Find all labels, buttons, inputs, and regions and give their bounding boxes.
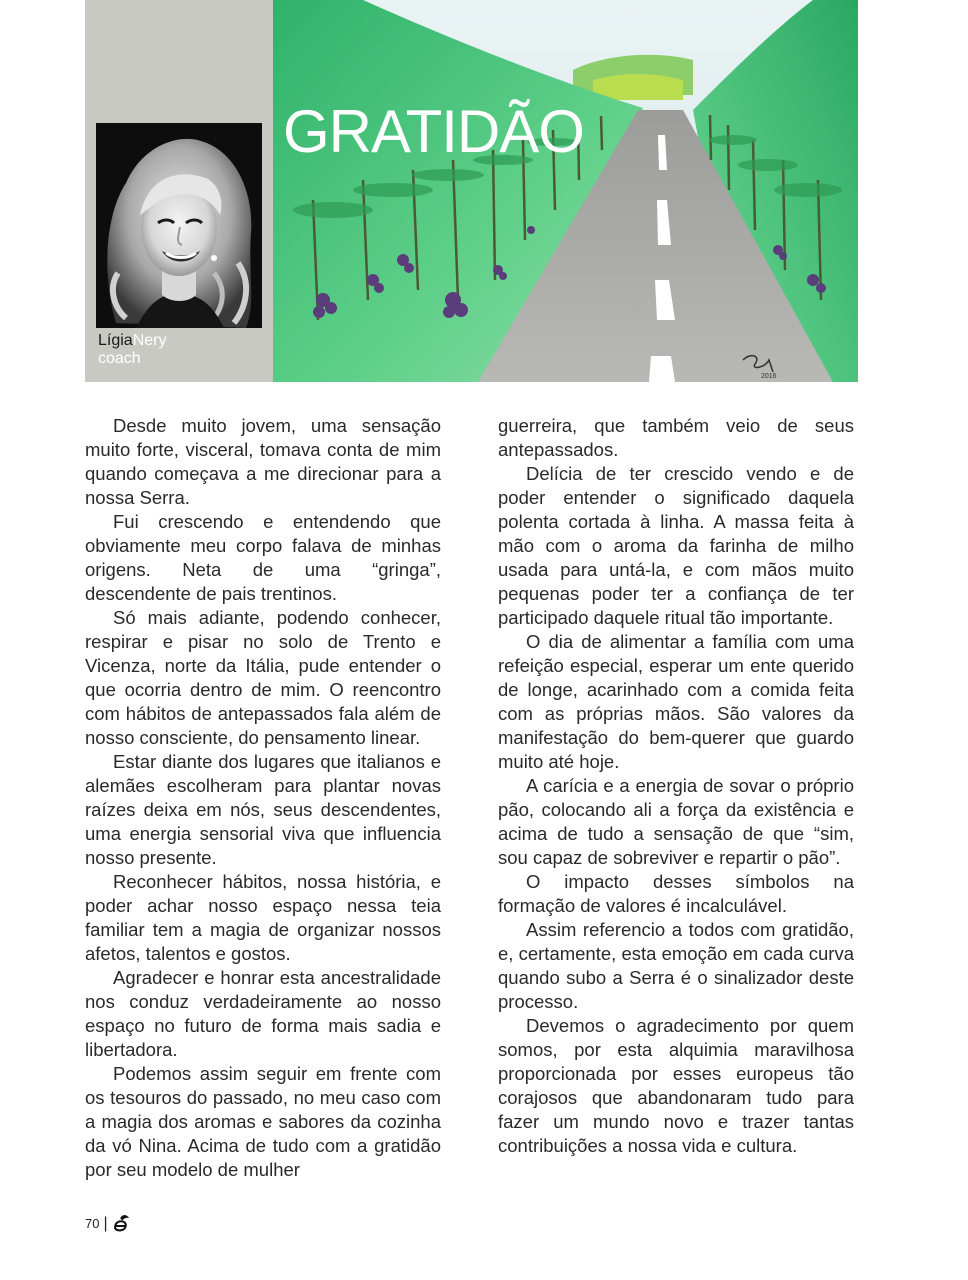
paragraph: Assim referencio a todos com gratidão, e, certamente, esta emoção em cada curva quando subo a Serra é o sinalizador deste processo. xyxy=(498,919,854,1012)
paragraph: O impacto desses símbolos na formação de valores é incalculável. xyxy=(498,871,854,916)
author-role: coach xyxy=(98,350,141,367)
paragraph-continuation: guerreira, que também veio de seus antepassados. xyxy=(498,415,854,460)
paragraph: Podemos assim seguir em frente com os tesouros do passado, no meu caso com a magia dos aromas e sabores da cozinha da vó Nina. Acima de tudo com a gratidão por seu modelo de mulher xyxy=(85,1063,441,1180)
page-footer xyxy=(85,1213,130,1235)
paragraph: Estar diante dos lugares que italianos e alemães escolheram para plantar novas raízes deixa em nós, seus descendentes, uma energia sensorial viva que influencia nosso presente. xyxy=(85,751,441,868)
paragraph: Só mais adiante, podendo conhecer, respirar e pisar no solo de Trento e Vicenza, norte da Itália, pude entender o que ocorria dentro de mim. O reencontro com hábitos de antepassados fala além de nosso consciente, do pensamento linear. xyxy=(85,607,441,748)
vineyard-painting xyxy=(273,0,858,382)
page-number: 70 xyxy=(85,1216,100,1231)
paragraph: A carícia e a energia de sovar o próprio pão, colocando ali a força da existência e acima de tudo a sensação de que “sim, sou capaz de sobreviver e repartir o pão”. xyxy=(498,775,854,868)
paragraph: Delícia de ter crescido vendo e de poder entender o significado daquela polenta cortada à linha. A massa feita à mão com o aroma da farinha de milho usada para untá-la, e com mãos muito pequenas poder ter a confiança de ter participado daquele ritual tão importante. xyxy=(498,463,854,628)
paragraph: Desde muito jovem, uma sensação muito forte, visceral, tomava conta de mim quando começava a me direcionar para a nossa Serra. xyxy=(85,415,441,508)
author-last-name: Nery xyxy=(132,332,167,349)
article-title: GRATIDÃO xyxy=(283,98,584,166)
author-portrait xyxy=(96,123,262,328)
footer-separator: | xyxy=(103,1215,108,1232)
magazine-logo-icon xyxy=(112,1214,130,1234)
paragraph: Agradecer e honrar esta ancestralidade nos conduz verdadeiramente ao nosso espaço no futuro de forma mais sadia e libertadora. xyxy=(85,967,441,1060)
painting-signature-year: 2016 xyxy=(761,373,777,380)
paragraph: Fui crescendo e entendendo que obviamente meu corpo falava de minhas origens. Neta de uma “gringa”, descendente de pais trentinos. xyxy=(85,511,441,604)
vineyard-road-illustration xyxy=(273,0,858,382)
paragraph: Reconhecer hábitos, nossa história, e poder achar nosso espaço nessa teia familiar tem a magia de organizar nossos afetos, talentos e gostos. xyxy=(85,871,441,964)
paragraph: O dia de alimentar a família com uma refeição especial, esperar um ente querido de longe, acarinhado com a comida feita com as próprias mãos. São valores da manifestação do bem-querer que guardo muito até hoje. xyxy=(498,631,854,772)
author-name xyxy=(98,332,166,350)
author-first-name: Lígia xyxy=(98,332,133,349)
paragraph: Devemos o agradecimento por quem somos, por esta alquimia maravilhosa proporcionada por esses europeus tão corajosos que abandonaram tudo para fazer um mundo novo e trazer tantas contribuições a nossa vida e cultura. xyxy=(498,1015,854,1156)
article-column-right xyxy=(498,414,854,1158)
article-column-left xyxy=(85,414,441,1182)
portrait-image xyxy=(96,123,262,328)
